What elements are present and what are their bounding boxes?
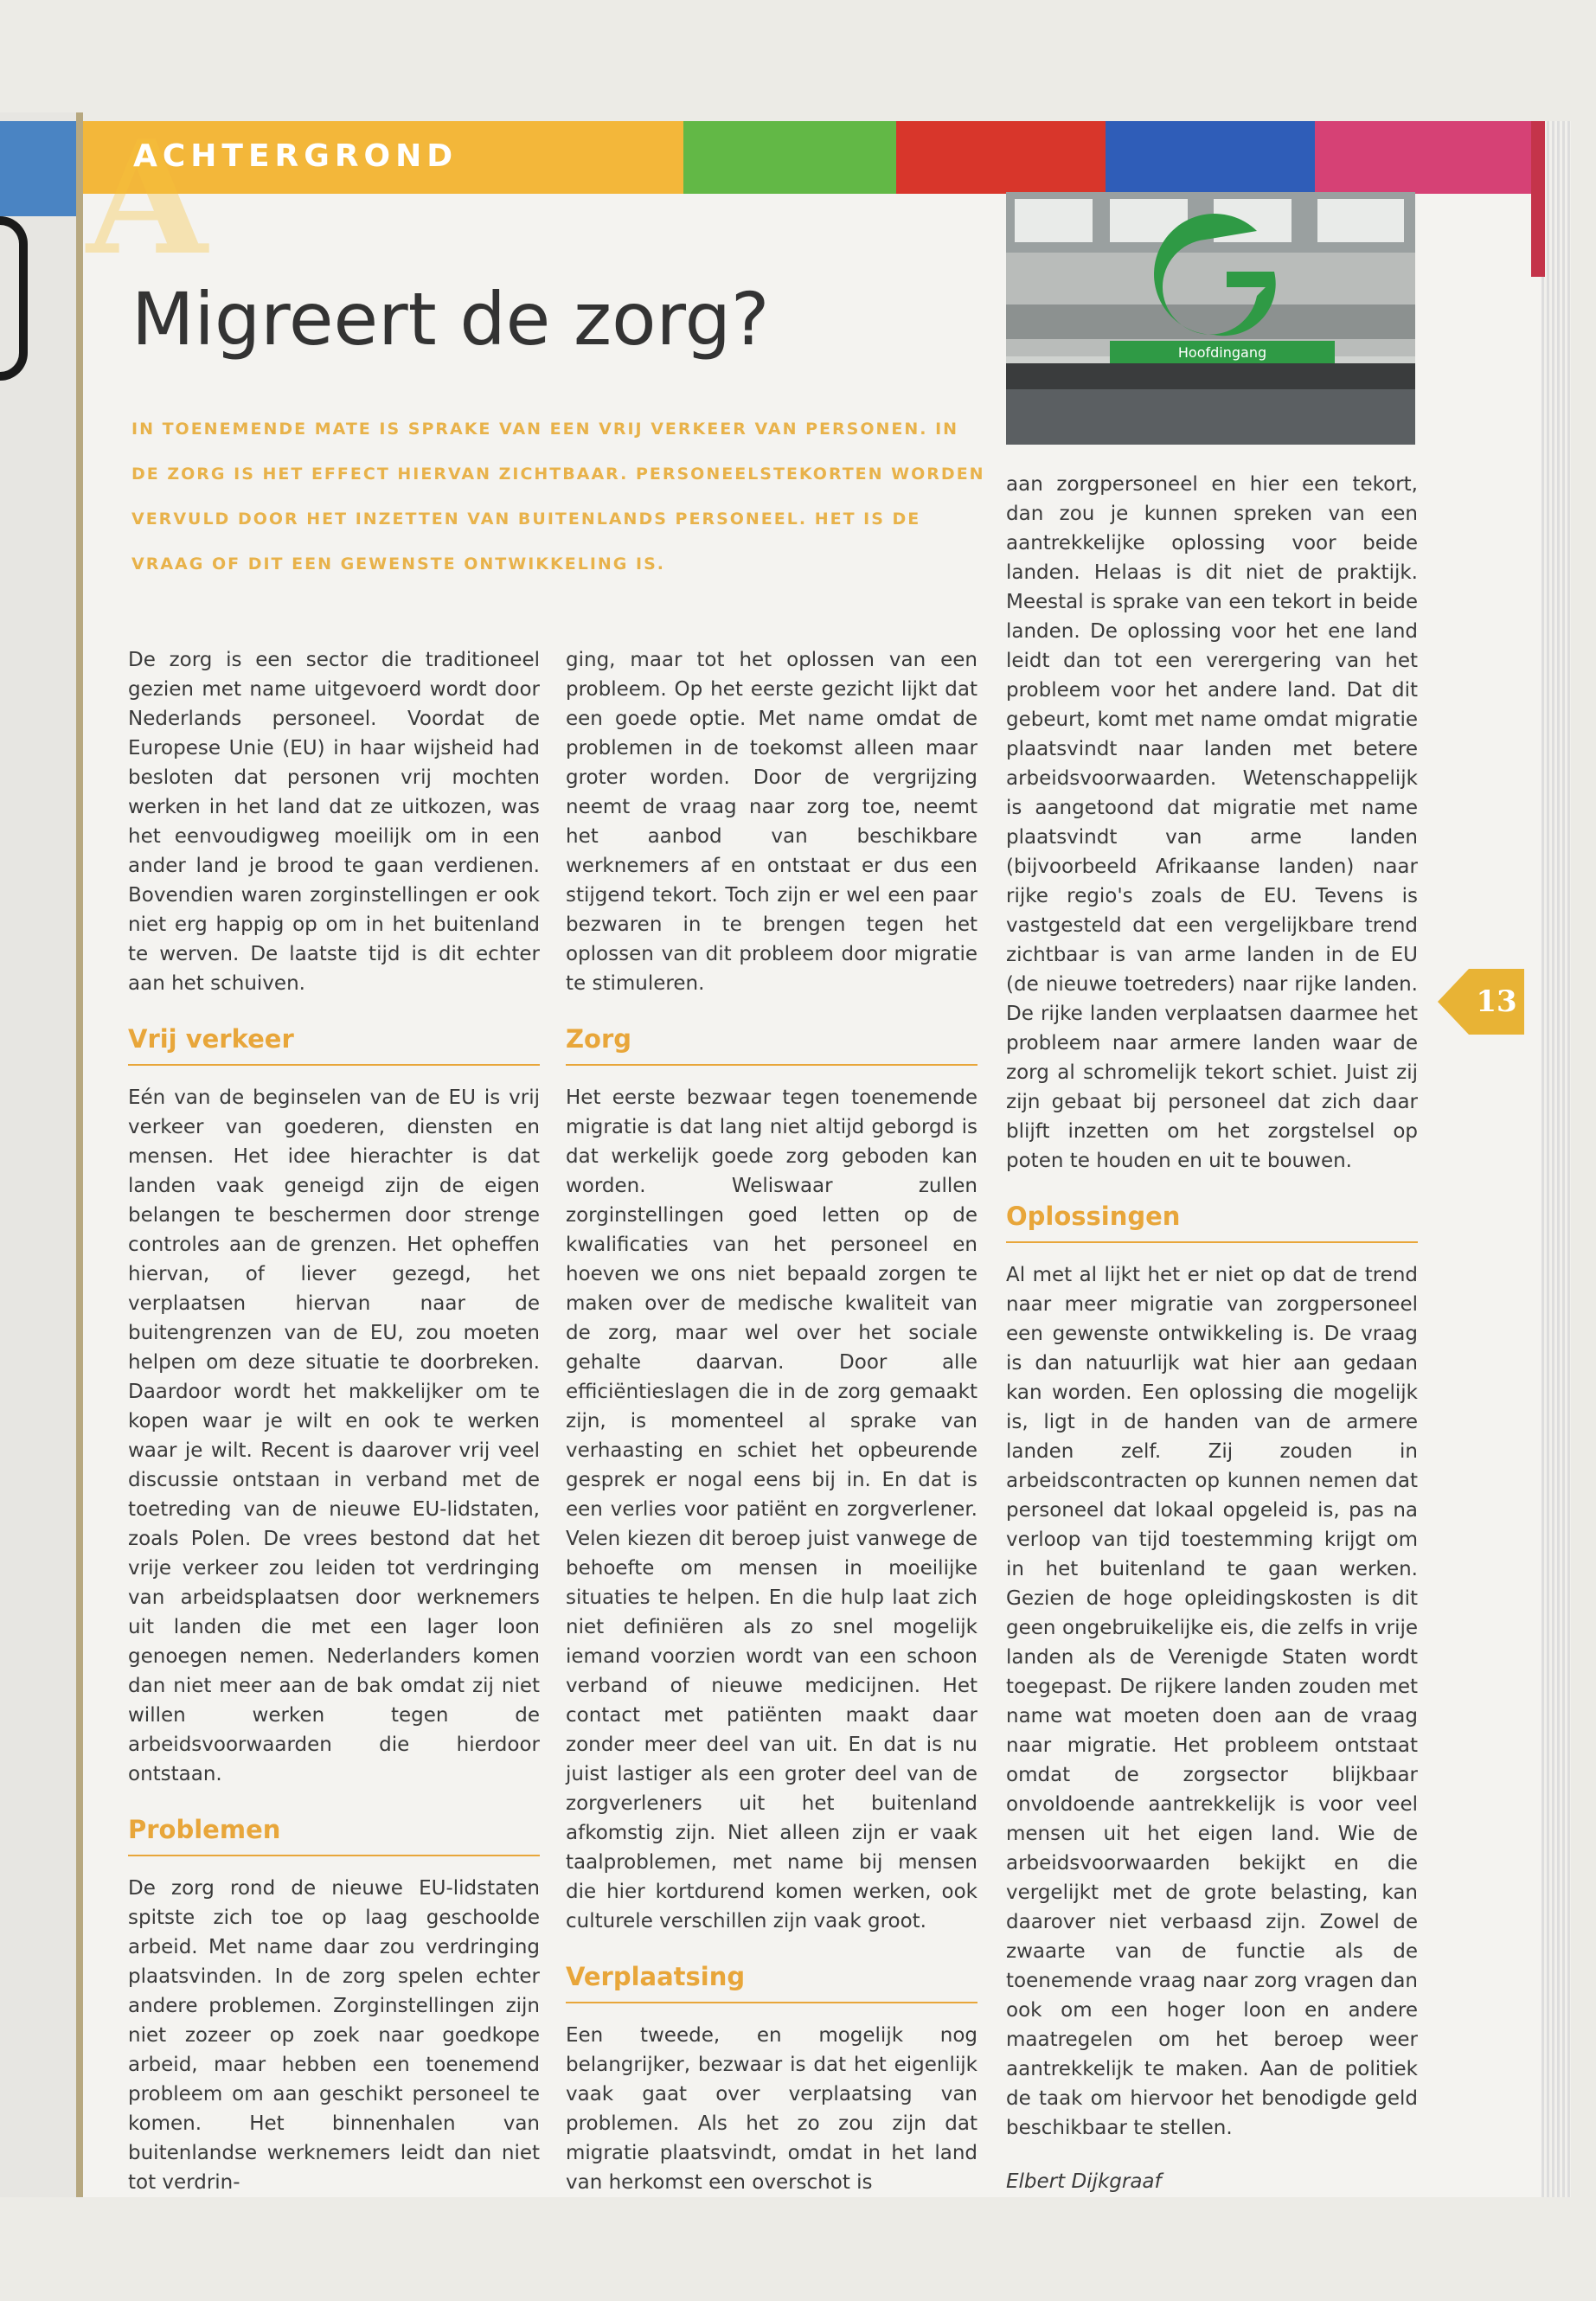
previous-page-color-block <box>0 121 76 216</box>
article-column-2 <box>566 645 977 2197</box>
heading-oplossingen: Oplossingen <box>1006 1202 1418 1243</box>
section-bar-pink <box>1315 121 1531 194</box>
article-title: Migreert de zorg? <box>131 277 770 362</box>
page-number: 13 <box>1469 969 1524 1035</box>
heading-problemen: Problemen <box>128 1815 540 1856</box>
heading-verplaatsing: Verplaatsing <box>566 1962 977 2003</box>
book-binding <box>76 112 83 2197</box>
article-column-1 <box>128 645 540 2197</box>
previous-page-letter-fragment <box>0 216 28 381</box>
author-byline: Elbert Dijkgraaf <box>1006 2170 1162 2193</box>
section-bar-red <box>896 121 1106 194</box>
continued-paragraph: ging, maar tot het oplossen van een probleem. Op het eerste gezicht lijkt dat een goede optie. Met name omdat de problemen in de toekomst alleen maar groter worden. Door de vergrijzing neemt de vraag naar zorg toe, neemt het aanbod van beschikbare werknemers af en ontstaat er dus een stijgend tekort. Toch zijn er wel een paar bezwaren in te brengen tegen het oplossen van dit probleem door migratie te stimuleren. <box>566 649 977 995</box>
red-page-edge <box>1531 121 1545 277</box>
problemen-paragraph: De zorg rond de nieuwe EU-lidstaten spitste zich toe op laag geschoolde arbeid. Met name daar zou verdringing plaatsvinden. In de zorg spelen echter andere problemen. Zorginstellingen zijn niet zozeer op zoek naar goedkope arbeid, maar hebben een toenemend probleem om aan geschikt personeel te komen. Het binnenhalen van buitenlandse werknemers leidt dan niet tot verdrin- <box>128 1877 540 2194</box>
vrij-verkeer-paragraph: Eén van de beginselen van de EU is vrij verkeer van goederen, diensten en mensen. Het idee hierachter is dat landen vaak geneigd zijn de eigen belangen te beschermen door strenge controles aan de grenzen. Het opheffen hiervan, of liever gezegd, het verplaatsen hiervan naar de buitengrenzen van de EU, zou moeten helpen om deze situatie te doorbreken. Daardoor wordt het makkelijker om te kopen waar je wilt en ook te werken waar je wilt. Recent is daarover vrij veel discussie ontstaan in verband met de toetreding van de nieuwe EU-lidstaten, zoals Polen. De vrees bestond dat het vrije verkeer zou leiden tot verdringing van arbeidsplaatsen door werknemers uit landen die met een lager loon genoegen nemen. Nederlanders komen dan niet meer aan de bak omdat zij niet willen werken tegen de arbeidsvoorwaarden die hierdoor ontstaan. <box>128 1086 540 1785</box>
zorg-paragraph: Het eerste bezwaar tegen toenemende migratie is dat lang niet altijd geborgd is dat werkelijk goede zorg geboden kan worden. Weliswaar zullen zorginstellingen goed letten op de kwalificaties van het personeel en hoeven we ons niet bepaald zorgen te maken over de medische kwaliteit van de zorg, maar wel over het sociale gehalte daarvan. Door alle efficiëntieslagen die in de zorg gemaakt zijn, is momenteel al sprake van verhaasting en schiet het opbeurende gesprek er nogal eens bij in. En dat is een verlies voor patiënt en zorgverlener. Velen kiezen dit beroep juist vanwege de behoefte om mensen in moeilijke situaties te helpen. En die hulp laat zich niet definiëren als zo snel mogelijk iemand voorzien wordt van een schoon verband of nieuwe medicijnen. Het contact met patiënten maakt daar zonder meer deel van uit. En dat is nu juist lastiger als een groter deel van de zorgverleners uit het buitenland afkomstig zijn. Niet alleen zijn er vaak taalproblemen, met name bij mensen die hier kortdurend komen werken, ook culturele verschillen zijn vaak groot. <box>566 1086 977 1932</box>
section-initial-letter: A <box>87 107 208 290</box>
article-column-3 <box>1006 470 1418 2196</box>
heading-vrij-verkeer: Vrij verkeer <box>128 1024 540 1066</box>
section-bar-blue <box>1106 121 1315 194</box>
hospital-photo <box>1006 192 1415 445</box>
page-edges <box>1542 121 1571 2197</box>
verplaatsing-paragraph: Een tweede, en mogelijk nog belangrijker, bezwaar is dat het eigenlijk vaak gaat over verplaatsing van problemen. Als het zo zou zijn dat migratie plaatsvindt, omdat in het land van herkomst een overschot is <box>566 2024 977 2194</box>
intro-paragraph: De zorg is een sector die traditioneel gezien met name uitgevoerd wordt door Nederlands personeel. Voordat de Europese Unie (EU) in haar wijsheid had besloten dat personen vrij mochten werken in het land dat ze uitkozen, was het eenvoudigweg moeilijk om in een ander land je brood te gaan verdienen. Bovendien waren zorginstellingen er ook niet erg happig op om in het buitenland te werven. De laatste tijd is dit echter aan het schuiven. <box>128 649 540 995</box>
hospital-facade-image <box>1006 192 1415 445</box>
section-label: ACHTERGROND <box>133 138 458 174</box>
heading-zorg: Zorg <box>566 1024 977 1066</box>
article-lead: IN TOENEMENDE MATE IS SPRAKE VAN EEN VRIJ VERKEER VAN PERSONEN. IN DE ZORG IS HET EFFECT HIERVAN ZICHTBAAR. PERSONEELSTEKORTEN WORDEN VERVULD DOOR HET INZETTEN VAN BUITENLANDS PERSONEEL. HET IS DE VRAAG OF DIT EEN GEWENSTE ONTWIKKELING IS. <box>131 420 985 574</box>
photo-sign-text: Hoofdingang <box>1177 344 1267 361</box>
page-number-arrow-icon <box>1438 969 1469 1035</box>
continued-paragraph-col3: aan zorgpersoneel en hier een tekort, dan zou je kunnen spreken van een aantrekkelijke oplossing voor beide landen. Helaas is dit niet de praktijk. Meestal is sprake van een tekort in beide landen. De oplossing voor het ene land leidt dan tot een verergering van het probleem voor het andere land. Dat dit gebeurt, komt met name omdat migratie plaatsvindt naar landen met betere arbeidsvoorwaarden. Wetenschappelijk is aangetoond dat migratie met name plaatsvindt van arme landen (bijvoorbeeld Afrikaanse landen) naar rijke regio's zoals de EU. Tevens is vastgesteld dat een vergelijkbare trend zichtbaar is van arme landen in de EU (de nieuwe toetreders) naar rijke landen. De rijke landen verplaatsen daarmee het probleem naar armere landen waar de zorg al schromelijk tekort schiet. Juist zij zijn gebaat bij personeel dat zich daar blijft inzetten om het zorgstelsel op poten te houden en uit te bouwen. <box>1006 473 1418 1172</box>
section-bar-green <box>683 121 896 194</box>
previous-page-spine <box>0 112 80 2197</box>
oplossingen-paragraph: Al met al lijkt het er niet op dat de trend naar meer migratie van zorgpersoneel een gewenste ontwikkeling is. De vraag is dan natuurlijk wat hier aan gedaan kan worden. Een oplossing die mogelijk is, ligt in de handen van de armere landen zelf. Zij zouden in arbeidscontracten op kunnen nemen dat personeel dat lokaal opgeleid is, pas na verloop van tijd toestemming krijgt om in het buitenland te gaan werken. Gezien de hoge opleidingskosten is dit geen ongebruikelijke eis, die zelfs in vrije landen als de Verenigde Staten wordt toegepast. De rijkere landen zouden met name wat moeten doen aan de vraag naar migratie. Het probleem ontstaat omdat de zorgsector blijkbaar onvoldoende aantrekkelijk is voor veel mensen uit het eigen land. Wie de arbeidsvoorwaarden bekijkt en die vergelijkt met de grote belasting, kan daarover niet verbaasd zijn. Zowel de zwaarte van de functie als de toenemende vraag naar zorg vragen dan ook om een hoger loon en andere maatregelen om het beroep weer aantrekkelijk te maken. Aan de politiek de taak om hiervoor het benodigde geld beschikbaar te stellen. <box>1006 1264 1418 2139</box>
